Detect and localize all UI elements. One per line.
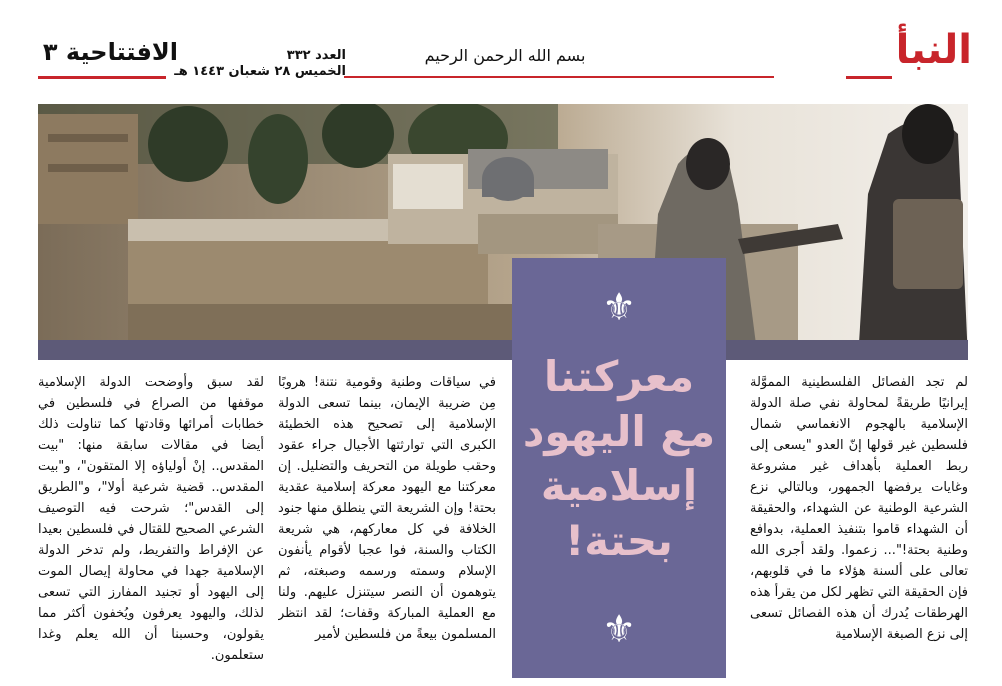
fleur-de-lis-icon: ⚜ xyxy=(601,285,637,329)
article-title-box xyxy=(512,258,726,678)
article-paragraph: لقد سبق وأوضحت الدولة الإسلامية موقفها من الصراع في فلسطين في خطابات أمرائها وقادتها كما تناولت ذلك أيضا في مقالات سابقة منها: "بيت المقدس.. إنْ أولياؤه إلا المتقون"، و"بيت المقدس.. قضية شرعية أولا"، و"الطريق إلى القدس"؛ شرحت فيه التوصيف الشرعي الصحيح للقتال في فلسطين بعيدا عن الإفراط والتفريط، ولم تدخر الدولة الإسلامية جهدا في محاولة إيصال الموت إلى اليهود أو تجنيد المفارز التي تسعى لذلك، واليهود يعرفون ويُخفون أكثر مما يقولون، وحسبنا أن الله يعلم وغدا ستعلمون. xyxy=(38,375,264,663)
issue-date: الخميس ٢٨ شعبان ١٤٤٣ هـ xyxy=(174,64,346,79)
article-column-right xyxy=(750,372,968,686)
article-title: معركتنا مع اليهود إسلامية بحتة! xyxy=(522,352,716,565)
logo-underline xyxy=(846,76,892,79)
article-paragraph: لم تجد الفصائل الفلسطينية المموَّلة إيرانيًا طريقةً لمحاولة نفي صلة الدولة الإسلامية بالهجوم الانغماسي شمال فلسطين غير قولها إنّ العدو "يسعى إلى ربط العملية بأهداف غير مشروعة وغايات يرفضها الجمهور، وبالتالي نزع الشرعية الوطنية عن الشهداء، والحقيقة أن الشهداء قاموا بتنفيذ العملية، بدوافع وطنية بحتة!"... زعموا. ولقد أجرى الله تعالى على ألسنة هؤلاء ما في قلوبهم، فإن الحقيقة التي تظهر لكل من يقرأ هذه الهرطقات يُدرك أن هذه الفصائل تسعى إلى نزع الصبغة الإسلامية xyxy=(750,375,968,642)
publication-logo: النبأ xyxy=(895,27,972,73)
section-underline xyxy=(38,76,166,79)
article-column-left xyxy=(38,372,264,686)
section-title: الافتتاحية ٣ xyxy=(42,38,178,66)
basmala: بسم الله الرحمن الرحيم xyxy=(424,46,586,65)
header-photo xyxy=(38,104,968,360)
page-header xyxy=(0,0,1002,100)
header-rule xyxy=(344,76,774,78)
al-aqsa-and-fighters-illustration xyxy=(38,104,968,360)
issue-number: العدد ٣٣٢ xyxy=(286,48,346,63)
article-column-middle xyxy=(278,372,496,686)
fleur-de-lis-icon: ⚜ xyxy=(601,607,637,651)
article-paragraph: في سياقات وطنية وقومية نتنة! هروبًا مِن ضريبة الإيمان، بينما تسعى الدولة الإسلامية إلى تصحيح هذه الخطيئة الكبرى التي توارثتها الأجيال جراء عقود وحقب طويلة من التحريف والتضليل. إن معركتنا مع اليهود معركة إسلامية عقدية بحتة! وإن الشريعة التي ينطلق منها جنود الخلافة في كل معاركهم، هي شريعة الكتاب والسنة، فوا عجبا لأقوام يأنفون الإسلام وسمته ورسمه وصبغته، ثم يتوهمون أن النصر سيتنزل عليهم. ولنا مع العملية المباركة وقفات؛ لقد انتظر المسلمون بيعةً من فلسطين لأمير xyxy=(278,375,496,642)
